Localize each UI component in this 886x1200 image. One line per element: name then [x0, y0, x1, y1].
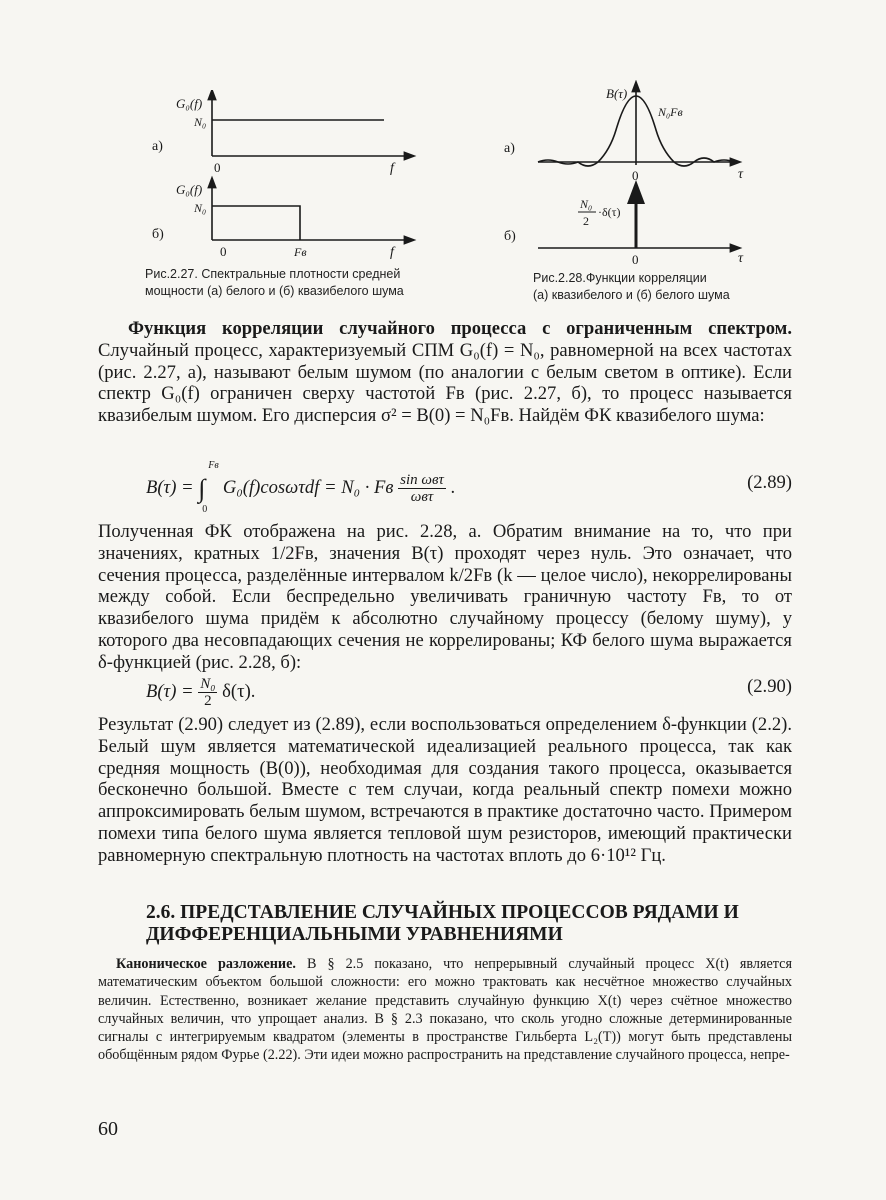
fraction-denominator: 2 — [204, 693, 212, 709]
a-ylabel: B(τ) — [606, 86, 628, 101]
paragraph-text: В § 2.5 показано, что непрерывный случайный процесс X(t) является математическим объектом большой сложности: его можно трактовать как несчётное множество случайных величин. Естественно, возникает желание представить случайную функцию X(t) через счётное множество случайных величин, что упрощает анализ. В § 2.3 показано, что сколь угодно сложные детерминированные сигналы с интегрируемым квадратом (элементы в пространстве Гильберта L₂(T)) могут быть представлены обобщённым рядом Фурье (2.22). Эти идеи можно распространить на представление случайного процесса, непре- — [98, 956, 792, 1064]
equation-2-90 — [98, 668, 792, 708]
a-level: N₀ — [194, 115, 207, 129]
label-a: а) — [152, 139, 163, 154]
equation-body — [146, 676, 255, 709]
paragraph-lead: Функция корреляции случайного процесса с ограниченным спектром. — [128, 318, 792, 339]
integral-upper: Fв — [208, 459, 219, 471]
b-origin: 0 — [632, 252, 639, 265]
figure-2-27 — [140, 90, 440, 265]
integral-lower: 0 — [202, 503, 208, 515]
equation-fraction — [198, 676, 217, 709]
equation-rhs: δ(τ). — [222, 680, 256, 702]
fraction-denominator: ωвτ — [410, 489, 434, 505]
equation-2-89 — [98, 459, 792, 515]
equation-tail: . — [450, 476, 456, 498]
paragraph-3 — [98, 714, 792, 867]
paragraph-text: Результат (2.90) следует из (2.89), если воспользоваться определением δ-функции (2.2). Белый шум является математической идеализацией реального процесса, так как средняя мощность (B(0)), необходимая для создания такого процесса, оказывается бесконечно большой. Вместе с тем случаи, когда реальный спектр помехи можно аппроксимировать белым шумом, встречаются в практике достаточно часто. Примером помехи типа белого шума является тепловой шум резисторов, имеющий практически равномерную спектральную плотность на частотах вплоть до 6·10¹² Гц. — [98, 714, 792, 866]
caption-line: Рис.2.27. Спектральные плотности средней — [145, 267, 401, 281]
b-cutoff: Fв — [294, 245, 307, 259]
paragraph-text: Случайный процесс, характеризуемый СПМ G₀(f) = N₀, равномерной на всех частотах (рис. 2.27, а), называют белым шумом (по аналогии с белым светом в оптике). Если спектр G₀(f) ограничен сверху частотой Fв (рис. 2.27, б), то процесс называется квазибелым шумом. Его дисперсия σ² = B(0) = N₀Fв. Найдём ФК квазибелого шума: — [98, 339, 792, 427]
a-origin: 0 — [214, 160, 221, 175]
a-xlabel: τ — [738, 167, 744, 182]
b-xlabel: τ — [738, 251, 744, 265]
a-peak: N₀Fв — [658, 105, 683, 119]
label-b: б) — [504, 229, 516, 244]
paragraph-2 — [98, 521, 792, 674]
fraction-numerator: N₀ — [200, 676, 216, 692]
b-level: N₀ — [194, 201, 207, 215]
figure-2-28 — [498, 80, 768, 265]
label-b: б) — [152, 227, 164, 242]
figure-2-27-caption — [145, 266, 404, 300]
caption-line: Рис.2.28.Функции корреляции — [533, 271, 707, 285]
caption-line: (а) квазибелого и (б) белого шума — [533, 288, 730, 302]
a-ylabel: G₀(f) — [176, 96, 203, 111]
caption-line: мощности (а) белого и (б) квазибелого шума — [145, 284, 404, 298]
equation-number: (2.90) — [747, 676, 792, 697]
b-ylabel: G₀(f) — [176, 182, 203, 197]
label-a: а) — [504, 141, 515, 156]
equation-integrand: G₀(f)cosωτdf = N₀ · Fв — [222, 476, 394, 498]
integral-sign: ∫ — [198, 473, 206, 503]
b-coef-num: N₀ — [580, 197, 593, 211]
equation-number: (2.89) — [747, 472, 792, 493]
b-coef-den: 2 — [583, 214, 589, 228]
b-xlabel: f — [390, 245, 394, 260]
b-origin: 0 — [220, 244, 227, 259]
section-heading: 2.6. ПРЕДСТАВЛЕНИЕ СЛУЧАЙНЫХ ПРОЦЕССОВ РЯДАМИ И ДИФФЕРЕНЦИАЛЬНЫМИ УРАВНЕНИЯМИ — [146, 902, 739, 945]
a-xlabel: f — [390, 161, 394, 176]
paragraph-1 — [98, 318, 792, 427]
equation-fraction — [398, 472, 446, 505]
fraction-numerator: sin ωвτ — [400, 472, 444, 488]
spectral-density-diagram — [140, 90, 440, 265]
equation-lhs: B(τ) = — [146, 680, 199, 702]
paragraph-text: Полученная ФК отображена на рис. 2.28, а. Обратим внимание на то, что при значениях, кратных 1/2Fв, значения B(τ) проходят через нуль. Это означает, что сечения процесса, разделённые интервалом k/2Fв (k — целое число), некоррелированы между собой. Если беспредельно увеличивать граничную частоту Fв, то от квазибелого шума придём к абсолютно случайному процессу (белому шуму), у которого два несовпадающих сечения не коррелированы; КФ белого шума выражается δ-функцией (рис. 2.28, б): — [98, 521, 792, 673]
equation-lhs: B(τ) = — [146, 476, 199, 498]
paragraph-4 — [98, 955, 792, 1065]
page-number: 60 — [98, 1118, 118, 1140]
b-coef-rest: ·δ(τ) — [598, 205, 621, 219]
correlation-function-diagram — [498, 80, 768, 265]
figure-2-28-caption — [533, 270, 730, 304]
a-origin: 0 — [632, 168, 639, 183]
paragraph-lead: Каноническое разложение. — [116, 956, 296, 972]
equation-body — [146, 459, 456, 515]
